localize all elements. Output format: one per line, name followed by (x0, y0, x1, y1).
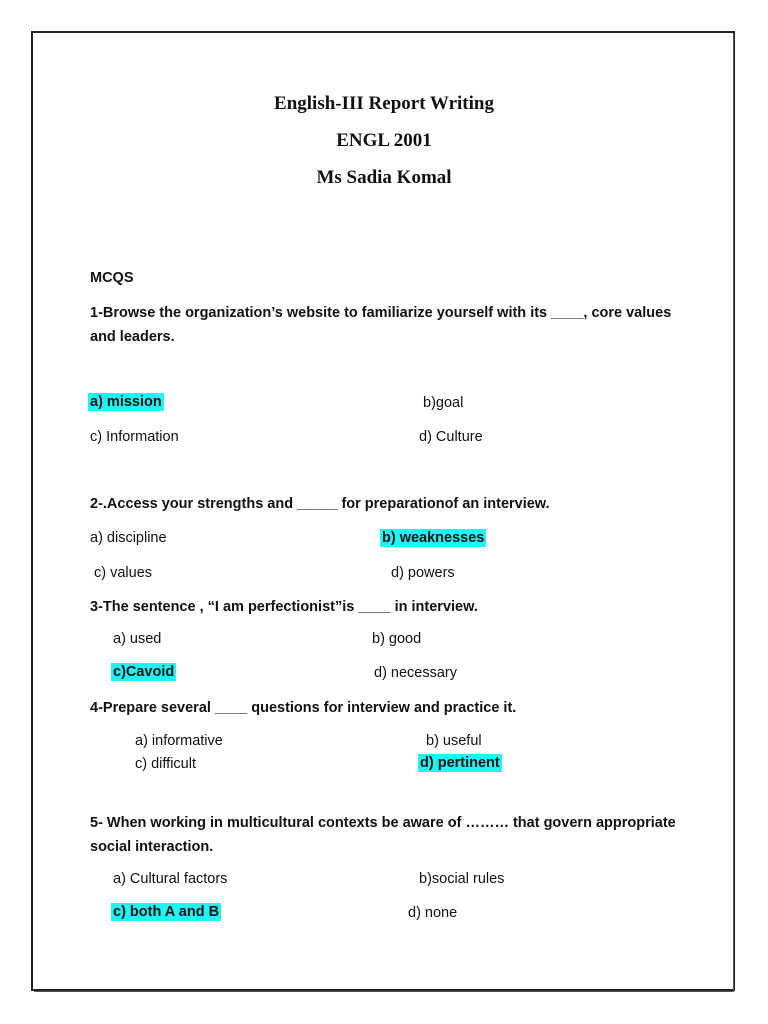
q5-option-b: b)social rules (419, 871, 505, 887)
q3-option-a: a) used (113, 631, 162, 647)
q3-option-d: d) necessary (374, 665, 458, 681)
question-2-text: 2-.Access your strengths and _____ for preparationof an interview. (90, 496, 550, 512)
q5-option-a: a) Cultural factors (113, 871, 228, 887)
q2-option-b (380, 530, 486, 546)
question-3-text: 3-The sentence , “I am perfectionist”is ____ in interview. (90, 599, 478, 615)
question-1-text: 1-Browse the organization’s website to familiarize yourself with its ____, core values and leaders. (90, 305, 672, 345)
q5-option-c (111, 904, 221, 920)
q3-option-b: b) good (372, 631, 422, 647)
section-label: MCQS (90, 270, 134, 286)
q1-option-a (88, 394, 164, 410)
document-title: English-III Report Writing (274, 93, 494, 114)
instructor-name: Ms Sadia Komal (316, 167, 452, 188)
q1-option-c: c) Information (90, 429, 179, 445)
question-5-text: 5- When working in multicultural contexts be aware of ……… that govern appropriate social interaction. (90, 815, 676, 855)
answer-highlight: b) weaknesses (382, 530, 485, 546)
answer-highlight: c) both A and B (113, 904, 220, 920)
q2-option-c: c) values (94, 565, 153, 581)
question-4-text: 4-Prepare several ____ questions for interview and practice it. (90, 700, 517, 716)
q4-option-a: a) informative (135, 733, 223, 749)
q5-option-d: d) none (408, 905, 458, 921)
q2-option-a: a) discipline (90, 530, 167, 546)
q4-option-c: c) difficult (135, 756, 196, 772)
q4-option-d (418, 755, 502, 771)
course-code: ENGL 2001 (336, 130, 432, 151)
q2-option-d: d) powers (391, 565, 455, 581)
q1-option-d: d) Culture (419, 429, 483, 445)
answer-highlight: d) pertinent (420, 755, 500, 771)
answer-highlight: a) mission (90, 394, 162, 410)
q1-option-b: b)goal (423, 395, 464, 411)
q4-option-b: b) useful (426, 733, 482, 749)
q3-option-c (111, 664, 176, 680)
answer-highlight: c)Cavoid (113, 664, 175, 680)
